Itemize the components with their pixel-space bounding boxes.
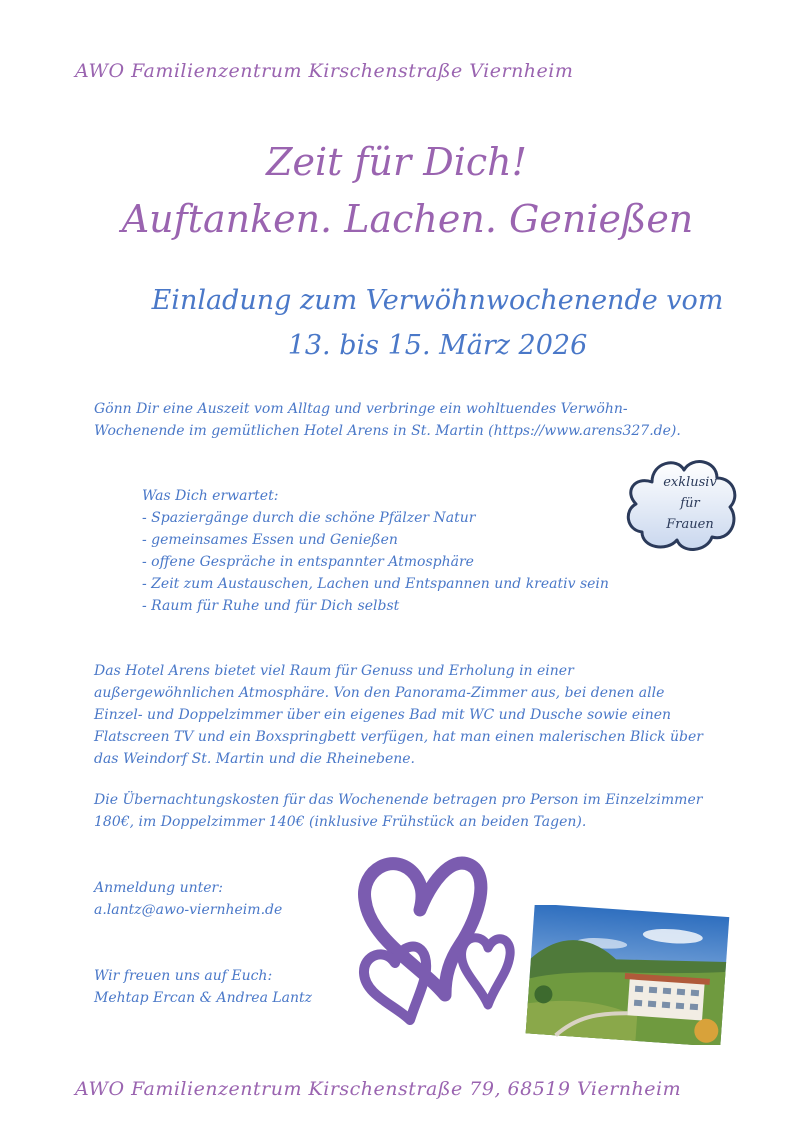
badge-line-2: für: [680, 496, 700, 511]
hotel-photo: [520, 905, 730, 1045]
list-item: - gemeinsames Essen und Genießen: [142, 532, 398, 548]
costs-line-2: 180€, im Doppelzimmer 140€ (inklusive Frühstück an beiden Tagen).: [94, 814, 587, 830]
costs-line-1: Die Übernachtungskosten für das Wochenende betragen pro Person im Einzelzimmer: [94, 792, 703, 808]
badge-line-3: Frauen: [666, 517, 714, 532]
greeting-line-1: Wir freuen uns auf Euch:: [94, 968, 273, 984]
list-item: - Zeit zum Austauschen, Lachen und Entspannen und kreativ sein: [142, 576, 609, 592]
hotel-line: das Weindorf St. Martin und die Rheinebene.: [94, 751, 415, 767]
expectations-list: [142, 485, 662, 617]
hotel-line: außergewöhnlichen Atmosphäre. Von den Panorama-Zimmer aus, bei denen alle: [94, 685, 665, 701]
list-item: - Raum für Ruhe und für Dich selbst: [142, 598, 400, 614]
registration-label: Anmeldung unter:: [94, 880, 223, 896]
greeting-signatures: Mehtap Ercan & Andrea Lantz: [94, 990, 313, 1006]
costs-paragraph: [94, 789, 734, 833]
hotel-line: Flatscreen TV und ein Boxspringbett verfügen, hat man einen malerischen Blick über: [94, 729, 703, 745]
title-line-1: Zeit für Dich!: [266, 140, 527, 184]
registration-email-link[interactable]: a.lantz@awo-viernheim.de: [94, 902, 283, 918]
list-item: - offene Gespräche in entspannter Atmosphäre: [142, 554, 474, 570]
header-organization: AWO Familienzentrum Kirschenstraße Viernheim: [75, 60, 574, 82]
hotel-line: Das Hotel Arens bietet viel Raum für Genuss und Erholung in einer: [94, 663, 574, 679]
invitation-line-1: Einladung zum Verwöhnwochenende vom: [151, 285, 724, 316]
title-line-2: Auftanken. Lachen. Genießen: [121, 197, 694, 241]
hearts-icon: [350, 845, 520, 1035]
expectations-heading: Was Dich erwartet:: [142, 488, 279, 504]
intro-paragraph: [94, 398, 734, 442]
intro-line-1: Gönn Dir eine Auszeit vom Alltag und verbringe ein wohltuendes Verwöhn-: [94, 401, 628, 417]
greeting: [94, 965, 354, 1009]
footer-address: AWO Familienzentrum Kirschenstraße 79, 68519 Viernheim: [75, 1078, 682, 1100]
invitation-dates: 13. bis 15. März 2026: [287, 330, 588, 361]
hotel-line: Einzel- und Doppelzimmer über ein eigenes Bad mit WC und Dusche sowie einen: [94, 707, 672, 723]
registration: [94, 877, 354, 921]
intro-line-2: Wochenende im gemütlichen Hotel Arens in St. Martin (https://www.arens327.de).: [94, 423, 681, 439]
badge-line-1: exklusiv: [663, 475, 717, 490]
list-item: - Spaziergänge durch die schöne Pfälzer Natur: [142, 510, 476, 526]
hotel-description: [94, 660, 734, 770]
